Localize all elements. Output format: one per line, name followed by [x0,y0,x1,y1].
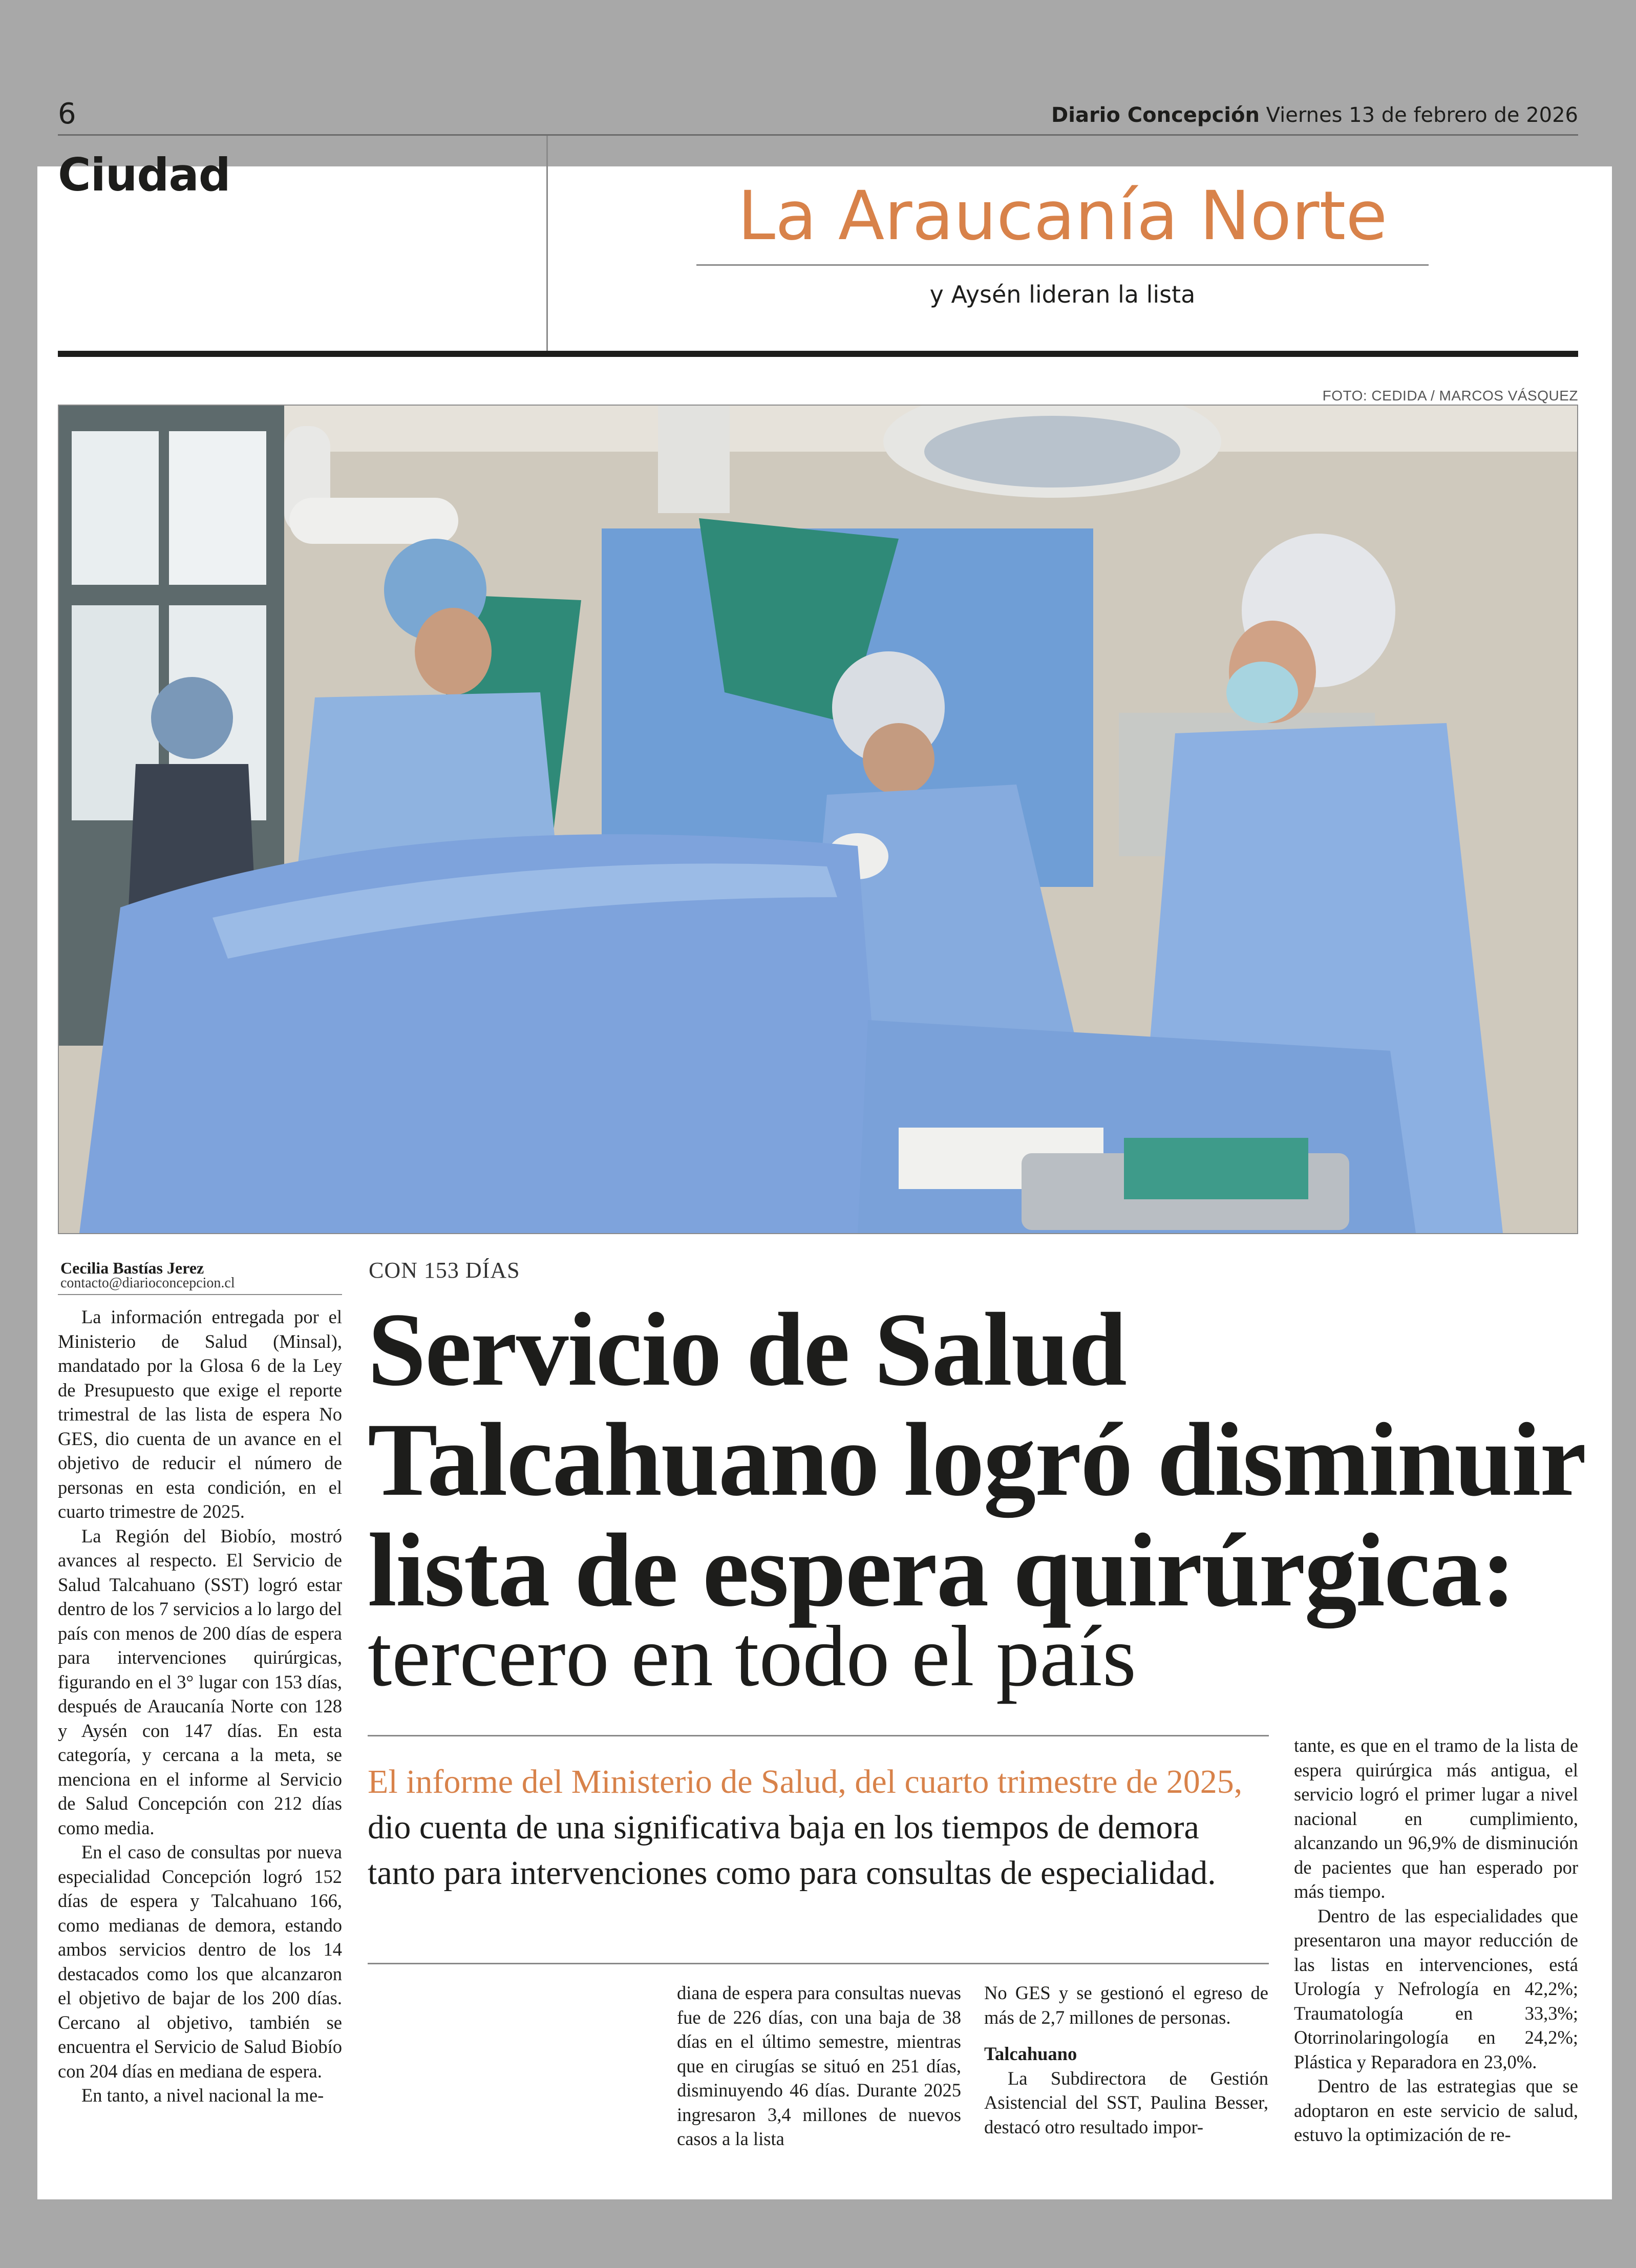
paragraph: No GES y se gestionó el egreso de más de 2,7 millones de personas. [984,1982,1268,2028]
kicker-rule [696,264,1429,266]
article-column-4 [984,1981,1268,2139]
paragraph: Dentro de las especialidades que presentaron una mayor reducción de las listas en intervenciones, está Urología y Nefrología en 42,2%; Traumatología en 33,3%; Otorrinolaringología en 24,2%; Plástica y Reparadora en 23,0%. [1294,1905,1578,2072]
section-title: Ciudad [58,149,230,201]
deck [368,1759,1269,1896]
article-column-5 [1294,1733,1578,2147]
author-email[interactable]: contacto@diarioconcepcion.cl [60,1275,235,1291]
headline: Servicio de Salud Talcahuano logró disminuir lista de espera quirúrgica: [368,1291,1584,1628]
article-column-3 [677,1981,961,2151]
deck-highlight: El informe del Ministerio de Salud, del cuarto trimestre de 2025, [368,1763,1243,1800]
header-rule [58,134,1578,136]
subheading: Talcahuano [984,2043,1077,2064]
kicker-subtitle: y Aysén lideran la lista [929,281,1196,308]
deck-rule-top [368,1735,1269,1736]
byline-rule [58,1294,342,1295]
paragraph: La Región del Biobío, mostró avances al respecto. El Servicio de Salud Talcahuano (SST) logró estar dentro de los 7 servicios a lo largo del país con menos de 200 días de espera para intervenciones quirúrgicas, figurando en el 3° lugar con 153 días, después de Araucanía Norte con 128 y Aysén con 147 días. En esta categoría, y cercana a la meta, se menciona en el informe al Servicio de Salud Concepción con 212 días como media. [58,1525,342,1838]
paragraph: tante, es que en el tramo de la lista de espera quirúrgica más antigua, el servicio logró el primer lugar a nivel nacional en cumplimiento, alcanzando un 96,9% de disminución de pacientes que han esperado por más tiempo. [1294,1735,1578,1902]
photo-credit: FOTO: CEDIDA / MARCOS VÁSQUEZ [1322,388,1578,404]
surgery-photo [58,405,1578,1234]
paragraph: En el caso de consultas por nueva especialidad Concepción logró 152 días de espera y Talcahuano 166, como medianas de demora, estando ambos servicios dentro de los 14 destacados como los que alcanzaron el objetivo de bajar de los 200 días. Cercano al objetivo, también se encuentra el Servicio de Salud Biobío con 204 días en mediana de espera. [58,1841,342,2082]
issue-date: Viernes 13 de febrero de 2026 [1266,103,1578,127]
paragraph: Dentro de las estrategias que se adoptaron en este servicio de salud, estuvo la optimización de re- [1294,2075,1578,2145]
paragraph: La información entregada por el Ministerio de Salud (Minsal), mandatado por la Glosa 6 de la Ley de Presupuesto que exige el reporte trimestral de las lista de espera No GES, dio cuenta de un avance en el objetivo de reducir el número de personas en esta condición, en el cuarto trimestre de 2025. [58,1306,342,1522]
section-rule [58,351,1578,357]
page-number: 6 [58,97,76,131]
headline-light: tercero en todo el país [368,1608,1137,1704]
masthead [1051,103,1578,127]
paragraph: La Subdirectora de Gestión Asistencial del SST, Paulina Besser, destacó otro resultado impor- [984,2067,1268,2137]
deck-rule-bottom [368,1963,1269,1964]
paragraph: En tanto, a nivel nacional la me- [81,2085,324,2106]
header-divider [546,136,548,353]
kicker-title: La Araucanía Norte [737,177,1388,256]
author-name: Cecilia Bastías Jerez [60,1259,204,1277]
paragraph: diana de espera para consultas nuevas fue de 226 días, con una baja de 38 días en el último semestre, mientras que en cirugías se situó en 251 días, disminuyendo 46 días. Durante 2025 ingresaron 3,4 millones de nuevos casos a la lista [677,1982,961,2149]
newspaper-name: Diario Concepción [1051,103,1260,127]
deck-text: dio cuenta de una significativa baja en los tiempos de demora tanto para intervenciones como para consultas de especialidad. [368,1809,1216,1892]
epigraph: CON 153 DÍAS [369,1258,520,1283]
article-column-1 [58,1305,342,2108]
